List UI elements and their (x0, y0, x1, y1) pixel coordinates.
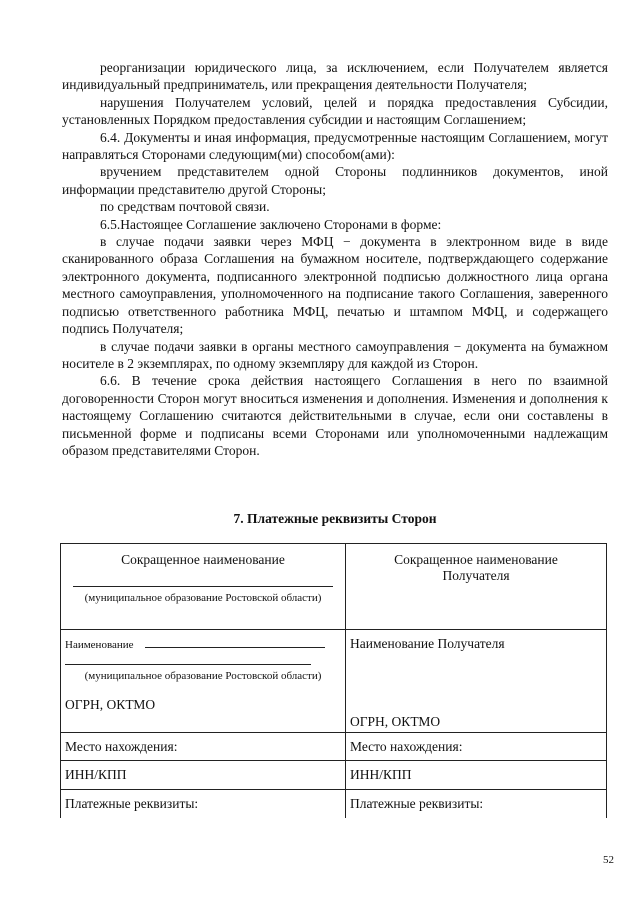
table-row (61, 761, 607, 790)
table-cell-right-bank (346, 790, 607, 818)
paragraph-violation: нарушения Получателем условий, целей и порядка предоставления Субсидии, установленных Порядком предоставления субсидии и настоящим Соглашением; (62, 94, 608, 128)
table-cell-left-bank (61, 790, 346, 818)
table-row (61, 733, 607, 761)
left-short-name-line (73, 586, 333, 587)
left-name-row (65, 636, 341, 652)
left-name-label: Наименование (65, 639, 134, 651)
table-cell-right-header (346, 544, 607, 630)
left-ogrn-label: ОГРН, ОКТМО (65, 697, 156, 712)
payment-details-table (60, 543, 607, 818)
table-row (61, 630, 607, 733)
left-name-line-2 (65, 664, 311, 665)
table-cell-right-inn (346, 761, 607, 790)
left-inn-label: ИНН/КПП (65, 767, 127, 782)
table-cell-left-name (61, 630, 346, 733)
right-short-name-title: Сокращенное наименование Получателя (394, 552, 558, 583)
left-short-name-note: (муниципальное образование Ростовской области) (84, 592, 322, 604)
paragraph-mfc: в случае подачи заявки через МФЦ − документа в электронном виде в виде сканированного образа Соглашения на бумажном носителе, подтверждающего содержание электронного документа, подписанного электронной подписью должностного лица органа местного самоуправления, уполномоченного на подписание такого Соглашения, заверенного подписью ответственного работника МФЦ, печатью и штампом МФЦ, и содержащего подпись Получателя; (62, 234, 608, 337)
agreement-body (62, 59, 608, 459)
right-ogrn-label: ОГРН, ОКТМО (350, 714, 441, 729)
table-cell-left-address (61, 733, 346, 761)
paragraph-handover: вручением представителем одной Стороны подлинников документов, иной информации представителю другой Стороны; (62, 164, 608, 197)
left-name-line (145, 637, 325, 648)
paragraph-6-6: 6.6. В течение срока действия настоящего Соглашения в него по взаимной договоренности Сторон могут вноситься изменения и дополнения. Изменения и дополнения к настоящему Соглашению считаются действительными в случае, если они составлены в письменной форме и подписаны всеми Сторонами или уполномоченными надлежащим образом представителями Сторон. (62, 373, 608, 458)
left-name-note: (муниципальное образование Ростовской области) (84, 670, 322, 682)
section-title: 7. Платежные реквизиты Сторон (233, 511, 437, 526)
paragraph-6-5: 6.5.Настоящее Соглашение заключено Сторонами в форме: (100, 216, 442, 232)
left-short-name-title: Сокращенное наименование (121, 552, 285, 567)
table-cell-right-address (346, 733, 607, 761)
right-inn-label: ИНН/КПП (350, 767, 412, 782)
table-cell-left-inn (61, 761, 346, 790)
right-bank-label: Платежные реквизиты: (350, 796, 484, 811)
left-address-label: Место нахождения: (65, 739, 178, 754)
paragraph-postal: по средствам почтовой связи. (100, 199, 270, 215)
table-cell-left-header (61, 544, 346, 630)
table-cell-right-name (346, 630, 607, 733)
right-name-label: Наименование Получателя (350, 636, 505, 651)
paragraph-reorganization: реорганизации юридического лица, за исключением, если Получателем является индивидуальный предприниматель, или прекращения деятельности Получателя; (62, 60, 608, 93)
paragraph-6-4: 6.4. Документы и иная информация, предусмотренные настоящим Соглашением, могут направляться Сторонами следующим(ми) способом(ами): (62, 129, 608, 163)
table-row (61, 544, 607, 630)
table-row (61, 790, 607, 818)
right-address-label: Место нахождения: (350, 739, 463, 754)
left-bank-label: Платежные реквизиты: (65, 796, 199, 811)
paragraph-local-government: в случае подачи заявки в органы местного самоуправления − документа на бумажном носителе в 2 экземплярах, по одному экземпляру для каждой из Сторон. (62, 338, 608, 371)
page-number: 52 (603, 854, 614, 866)
